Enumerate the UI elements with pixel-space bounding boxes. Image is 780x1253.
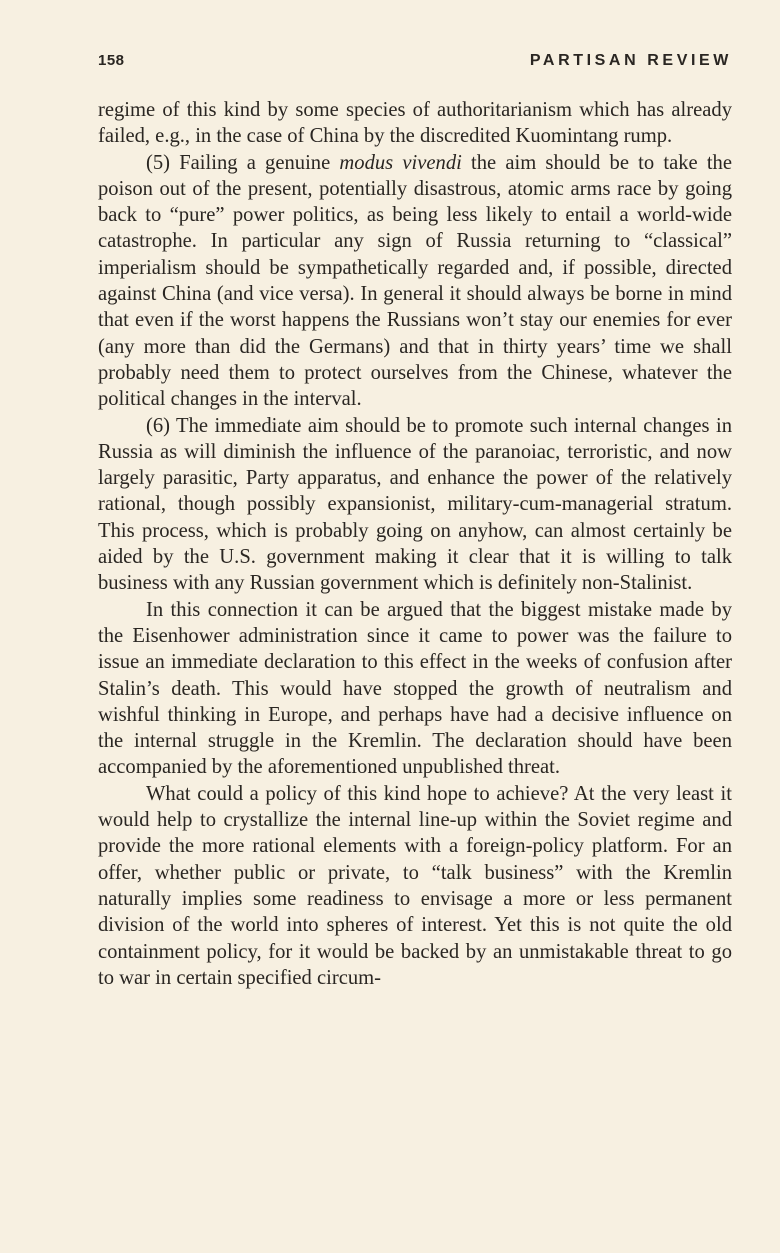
paragraph-2-lead: (5) Failing a genuine [146, 151, 340, 174]
paragraph-1: regime of this kind by some species of authoritarianism which has already failed, e.g., in the case of China by the discredited Kuomintang rump. [98, 99, 732, 148]
paragraph-4: In this connection it can be argued that the biggest mistake made by the Eisenhower administration since it came to power was the failure to issue an immediate declaration to this effect in the weeks of confusion after Stalin’s death. This would have stopped the growth of neutralism and wishful thinking in Europe, and perhaps have had a decisive influence on the internal struggle in the Kremlin. The declaration should have been accompanied by the aforementioned unpublished threat. [98, 598, 732, 779]
running-head: PARTISAN REVIEW [529, 52, 732, 69]
paragraph-2 [98, 150, 732, 413]
body-text [98, 97, 732, 991]
page-header [98, 52, 732, 76]
page-number: 158 [98, 52, 125, 69]
paragraph-2-rest: the aim should be to take the poison out of the present, potentially disastrous, atomic arms race by going back to “pure” power politics, as being less likely to entail a world-wide catastrophe. In particular any sign of Russia returning to “classical” imperialism should be sympathetically regarded and, if possible, directed against China (and vice versa). In general it should always be borne in mind that even if the worst happens the Russians won’t stay our enemies for ever (any more than did the Germans) and that in thirty years’ time we shall probably need them to protect ourselves from the Chinese, whatever the political changes in the interval. [98, 151, 732, 411]
paragraph-2-italic: modus vivendi [339, 151, 462, 174]
paragraph-5: What could a policy of this kind hope to achieve? At the very least it would help to crystallize the internal line-up within the Soviet regime and provide the more rational elements with a foreign-policy platform. For an offer, whether public or private, to “talk business” with the Kremlin naturally implies some readiness to envisage a more or less permanent division of the world into spheres of interest. Yet this is not quite the old containment policy, for it would be backed by an unmistakable threat to go to war in certain specified circum- [98, 782, 732, 989]
paragraph-3: (6) The immediate aim should be to promote such internal changes in Russia as will diminish the influence of the paranoiac, terroristic, and now largely parasitic, Party apparatus, and enhance the power of the relatively rational, though possibly expansionist, military-cum-managerial stratum. This process, which is probably going on anyhow, can almost certainly be aided by the U.S. government making it clear that it is willing to talk business with any Russian government which is definitely non-Stalinist. [98, 414, 732, 595]
